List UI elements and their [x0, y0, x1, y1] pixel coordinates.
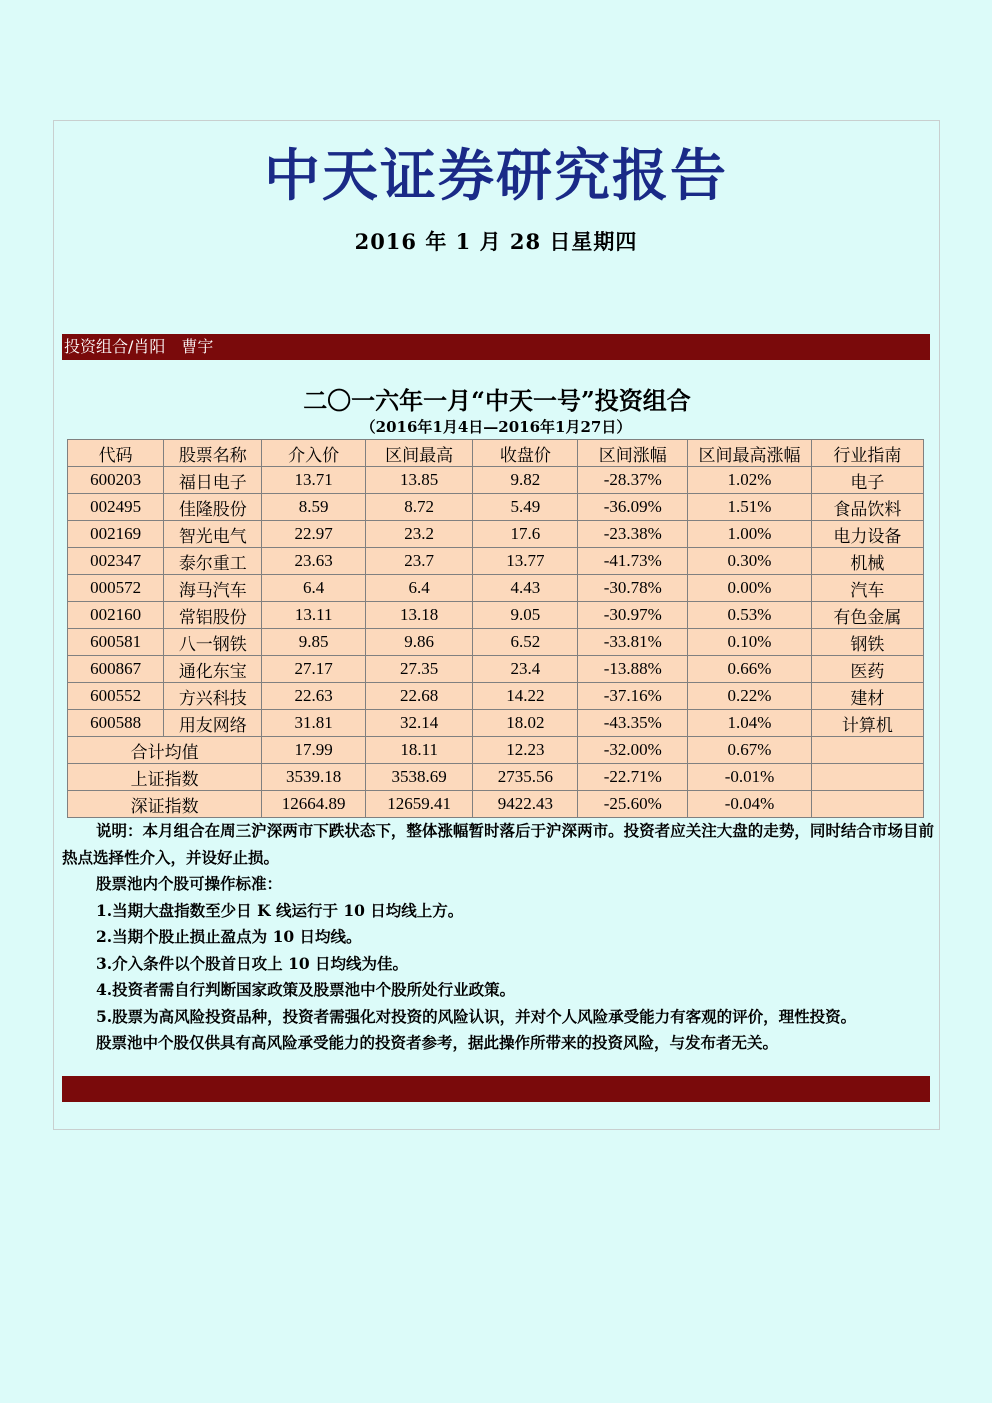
cell-close: 23.4 [473, 656, 578, 683]
summary-row-shanghai [68, 764, 924, 791]
header-entry-price: 介入价 [262, 440, 366, 467]
header-code: 代码 [68, 440, 164, 467]
table-row [68, 521, 924, 548]
rule-item: 5.股票为高风险投资品种，投资者需强化对投资的风险认识，并对个人风险承受能力有客观的评价，理性投资。 [96, 1006, 857, 1026]
cell-code: 600552 [68, 683, 164, 710]
rule-item: 2.当期个股止损止盈点为 10 日均线。 [96, 927, 362, 946]
cell-max-change: 1.02% [688, 467, 812, 494]
notes-section [62, 818, 934, 1057]
report-title: 中天证券研究报告 [264, 143, 728, 209]
cell-close: 4.43 [473, 575, 578, 602]
table-row [68, 683, 924, 710]
disclaimer-text: 股票池中个股仅供具有高风险承受能力的投资者参考，据此操作所带来的投资风险，与发布者无关。 [96, 1033, 779, 1052]
cell-entry-price: 13.11 [262, 602, 366, 629]
cell-code: 002495 [68, 494, 164, 521]
cell-close: 5.49 [473, 494, 578, 521]
cell-name: 福日电子 [164, 467, 262, 494]
cell-close: 17.6 [473, 521, 578, 548]
cell-max-change: -0.04% [688, 791, 812, 818]
cell-change: -36.09% [578, 494, 688, 521]
cell-change: -28.37% [578, 467, 688, 494]
header-period-high: 区间最高 [365, 440, 472, 467]
cell-entry-price: 17.99 [262, 737, 366, 764]
cell-max-change: 1.51% [688, 494, 812, 521]
cell-close: 9422.43 [473, 791, 578, 818]
cell-entry-price: 22.63 [262, 683, 366, 710]
header-change: 区间涨幅 [578, 440, 688, 467]
cell-period-high: 18.11 [365, 737, 472, 764]
cell-change: -30.78% [578, 575, 688, 602]
header-max-change: 区间最高涨幅 [688, 440, 812, 467]
table-row [68, 629, 924, 656]
cell-industry: 电力设备 [811, 521, 923, 548]
cell-period-high: 12659.41 [365, 791, 472, 818]
cell-name: 用友网络 [164, 710, 262, 737]
cell-close: 12.23 [473, 737, 578, 764]
cell-name: 常铝股份 [164, 602, 262, 629]
criteria-title: 股票池内个股可操作标准： [96, 874, 283, 893]
cell-max-change: 0.53% [688, 602, 812, 629]
cell-code: 600867 [68, 656, 164, 683]
cell-close: 9.05 [473, 602, 578, 629]
footer-bar [62, 1076, 930, 1102]
cell-max-change: 0.22% [688, 683, 812, 710]
cell-name: 泰尔重工 [164, 548, 262, 575]
cell-code: 000572 [68, 575, 164, 602]
cell-close: 13.77 [473, 548, 578, 575]
rule-item: 3.介入条件以个股首日攻上 10 日均线为佳。 [96, 953, 409, 973]
cell-code: 002169 [68, 521, 164, 548]
cell-max-change: 0.00% [688, 575, 812, 602]
cell-close: 2735.56 [473, 764, 578, 791]
cell-industry [811, 737, 923, 764]
cell-max-change: 0.30% [688, 548, 812, 575]
header-industry: 行业指南 [811, 440, 923, 467]
portfolio-period: （2016年1月4日—2016年1月27日） [360, 418, 632, 436]
cell-change: -41.73% [578, 548, 688, 575]
table-row [68, 710, 924, 737]
cell-change: -23.38% [578, 521, 688, 548]
cell-entry-price: 12664.89 [262, 791, 366, 818]
cell-close: 18.02 [473, 710, 578, 737]
cell-period-high: 8.72 [365, 494, 472, 521]
cell-period-high: 23.2 [365, 521, 472, 548]
cell-entry-price: 23.63 [262, 548, 366, 575]
cell-code: 002347 [68, 548, 164, 575]
cell-period-high: 13.18 [365, 602, 472, 629]
cell-industry [811, 791, 923, 818]
author-bar: 投资组合/肖阳 曹宇 [62, 334, 930, 360]
summary-row-average [68, 737, 924, 764]
table-header-row [68, 440, 924, 467]
table-row [68, 602, 924, 629]
header-close: 收盘价 [473, 440, 578, 467]
cell-change: -32.00% [578, 737, 688, 764]
cell-entry-price: 6.4 [262, 575, 366, 602]
table-row [68, 494, 924, 521]
cell-name: 八一钢铁 [164, 629, 262, 656]
cell-change: -37.16% [578, 683, 688, 710]
cell-code: 600581 [68, 629, 164, 656]
cell-period-high: 23.7 [365, 548, 472, 575]
summary-row-shenzhen [68, 791, 924, 818]
cell-industry: 有色金属 [811, 602, 923, 629]
cell-change: -33.81% [578, 629, 688, 656]
cell-close: 14.22 [473, 683, 578, 710]
cell-industry: 汽车 [811, 575, 923, 602]
header-name: 股票名称 [164, 440, 262, 467]
summary-label: 合计均值 [68, 737, 262, 764]
cell-period-high: 22.68 [365, 683, 472, 710]
cell-industry: 计算机 [811, 710, 923, 737]
cell-close: 6.52 [473, 629, 578, 656]
cell-max-change: 0.10% [688, 629, 812, 656]
cell-period-high: 9.86 [365, 629, 472, 656]
cell-close: 9.82 [473, 467, 578, 494]
table-row [68, 548, 924, 575]
explanation-text: 说明：本月组合在周三沪深两市下跌状态下，整体涨幅暂时落后于沪深两市。投资者应关注大盘的走势，同时结合市场目前热点选择性介入，并设好止损。 [62, 821, 934, 867]
rule-item: 4.投资者需自行判断国家政策及股票池中个股所处行业政策。 [96, 980, 516, 999]
cell-entry-price: 27.17 [262, 656, 366, 683]
cell-change: -43.35% [578, 710, 688, 737]
cell-change: -22.71% [578, 764, 688, 791]
portfolio-title: 二〇一六年一月“中天一号”投资组合 [303, 386, 691, 415]
cell-industry: 医药 [811, 656, 923, 683]
cell-change: -25.60% [578, 791, 688, 818]
cell-period-high: 3538.69 [365, 764, 472, 791]
cell-industry: 食品饮料 [811, 494, 923, 521]
cell-name: 通化东宝 [164, 656, 262, 683]
cell-code: 600203 [68, 467, 164, 494]
cell-change: -13.88% [578, 656, 688, 683]
cell-name: 海马汽车 [164, 575, 262, 602]
cell-max-change: 0.67% [688, 737, 812, 764]
cell-industry [811, 764, 923, 791]
cell-code: 002160 [68, 602, 164, 629]
cell-period-high: 32.14 [365, 710, 472, 737]
cell-max-change: 1.00% [688, 521, 812, 548]
cell-max-change: 1.04% [688, 710, 812, 737]
cell-industry: 钢铁 [811, 629, 923, 656]
cell-period-high: 27.35 [365, 656, 472, 683]
cell-industry: 机械 [811, 548, 923, 575]
table-row [68, 656, 924, 683]
cell-name: 佳隆股份 [164, 494, 262, 521]
holdings-table [67, 439, 924, 818]
cell-entry-price: 9.85 [262, 629, 366, 656]
cell-period-high: 6.4 [365, 575, 472, 602]
report-date: 2016 年 1 月 28 日星期四 [354, 229, 638, 254]
cell-max-change: -0.01% [688, 764, 812, 791]
cell-entry-price: 31.81 [262, 710, 366, 737]
cell-name: 智光电气 [164, 521, 262, 548]
cell-change: -30.97% [578, 602, 688, 629]
table-row [68, 467, 924, 494]
cell-entry-price: 22.97 [262, 521, 366, 548]
cell-industry: 建材 [811, 683, 923, 710]
summary-label: 上证指数 [68, 764, 262, 791]
cell-period-high: 13.85 [365, 467, 472, 494]
table-row [68, 575, 924, 602]
cell-max-change: 0.66% [688, 656, 812, 683]
cell-name: 方兴科技 [164, 683, 262, 710]
cell-entry-price: 3539.18 [262, 764, 366, 791]
cell-code: 600588 [68, 710, 164, 737]
cell-entry-price: 13.71 [262, 467, 366, 494]
rule-item: 1.当期大盘指数至少日 K 线运行于 10 日均线上方。 [96, 900, 464, 920]
summary-label: 深证指数 [68, 791, 262, 818]
cell-entry-price: 8.59 [262, 494, 366, 521]
cell-industry: 电子 [811, 467, 923, 494]
